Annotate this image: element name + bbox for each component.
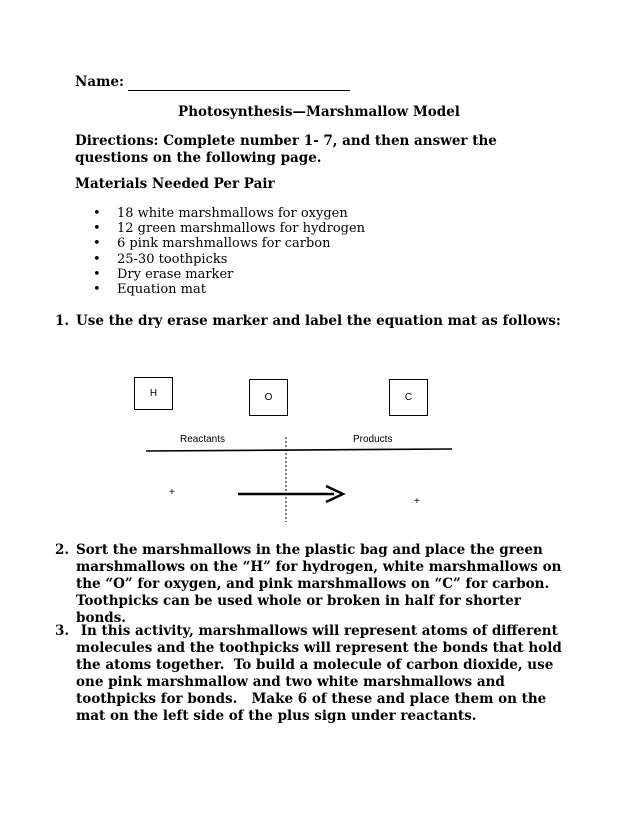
horizontal-line <box>146 449 452 451</box>
directions: Directions: Complete number 1- 7, and then answer the questions on the following page. <box>75 133 497 166</box>
box-label-o: O <box>264 392 273 403</box>
plus-sign-left: + <box>169 487 175 498</box>
list-item: • Dry erase marker <box>93 267 365 282</box>
list-item: • 18 white marshmallows for oxygen <box>93 206 365 221</box>
step-text: Use the dry erase marker and label the equation mat as follows: <box>76 313 561 329</box>
box-label-c: C <box>404 392 413 403</box>
step-number: 3. <box>55 623 70 639</box>
step-text: In this activity, marshmallows will represent atoms of different molecules and the toothpicks will represent the bonds that hold the atoms together. To build a molecule of carbon dioxide, use one pink marshmallow and two white marshmallows and toothpicks for bonds. Make 6 of these and place them on the mat on the left side of the plus sign under reactants. <box>76 623 567 724</box>
box-label-h: H <box>149 388 158 399</box>
page-title: Photosynthesis—Marshmallow Model <box>178 104 460 120</box>
list-item: • 25-30 toothpicks <box>93 252 365 267</box>
list-item: • Equation mat <box>93 282 365 297</box>
step-number: 2. <box>55 542 70 558</box>
name-label: Name: <box>75 74 124 90</box>
step-2 <box>55 542 565 627</box>
step-text: Sort the marshmallows in the plastic bag and place the green marshmallows on the “H” for hydrogen, white marshmallows on the “O” for oxygen, and pink marshmallows on “C” for carbon. Toothpicks can be used whole or broken in half for shorter bonds. <box>76 542 562 626</box>
materials-heading: Materials Needed Per Pair <box>75 176 275 192</box>
plus-sign-right: + <box>414 496 420 507</box>
products-label: Products <box>353 434 393 445</box>
step-3 <box>55 623 565 725</box>
step-number: 1. <box>55 313 70 329</box>
reactants-label: Reactants <box>180 434 226 445</box>
list-item: • 6 pink marshmallows for carbon <box>93 236 365 251</box>
list-item: • 12 green marshmallows for hydrogen <box>93 221 365 236</box>
